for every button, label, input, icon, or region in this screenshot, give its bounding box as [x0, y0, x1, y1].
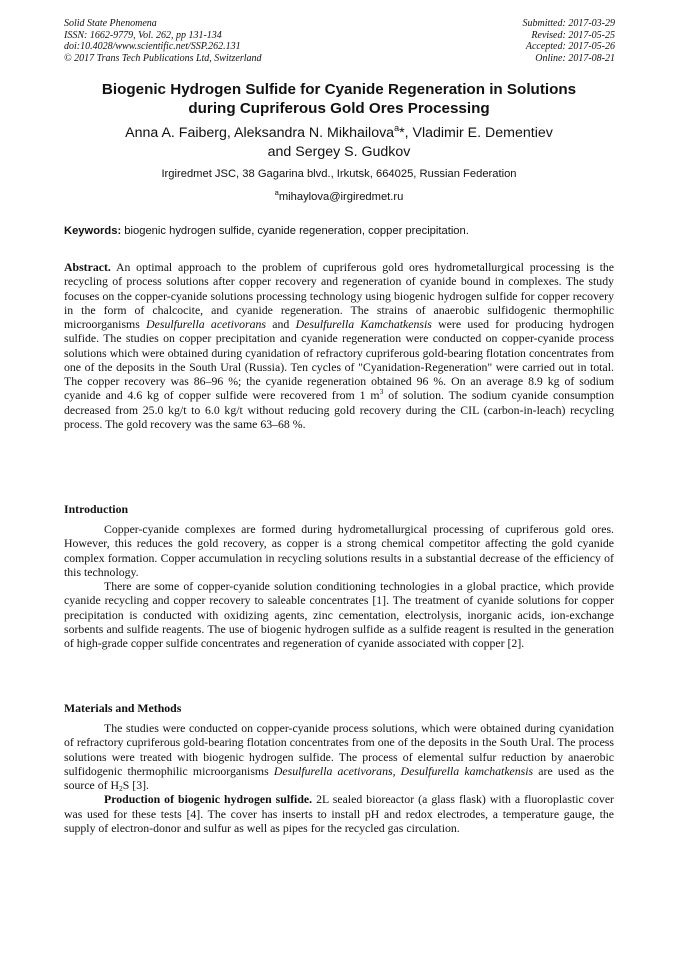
online-date: Online: 2017-08-21 — [535, 52, 615, 64]
journal-name: Solid State Phenomena — [64, 18, 157, 29]
keywords — [64, 224, 614, 238]
accepted-date: Accepted: 2017-05-26 — [525, 41, 615, 53]
revised-date: Revised: 2017-05-25 — [531, 29, 615, 41]
abstract: Abstract. An optimal approach to the problem of cupriferous gold ores hydrometallurgical processing is the recycling of process solutions after copper recovery and regeneration of cyanide bound in complexes. The study focuses on the copper-cyanide solutions processing technology using biogenic hydrogen sulfide for copper recovery in the form of chalcocite, and cyanide regeneration. The strains of anaerobic sulfidogenic thermophilic microorganisms Desulfurella acetivorans and Desulfurella Kamchatkensis were used for producing hydrogen sulfide. The studies on copper precipitation and cyanide regeneration were conducted on copper-cyanide process solutions which were obtained during cyanidation of refractory cupriferous gold-bearing flotation concentrates from one of the deposits in the South Ural (Russia). Ten cycles of "Cyanidation-Regeneration" were carried out in total. The copper recovery was 86–96 %; the cyanide regeneration obtained 96 %. On an average 8.9 kg of sodium cyanide and 4.6 kg of copper sulfide were recovered from 1 $m^3$ of solution. The sodium cyanide consumption decreased from 25.0 kg/t to 6.0 kg/t without reducing gold recovery during the CIL (carbon-in-leach) recycling process. The gold recovery was the same 63–68 %. — [64, 260, 615, 431]
methods-heading: Materials and Methods — [64, 701, 182, 715]
title-line-2: during Cupriferous Gold Ores Processing — [188, 100, 490, 117]
abstract-label: Abstract. — [64, 260, 111, 274]
author-line-2: and Sergey S. Gudkov — [267, 144, 411, 160]
keywords-label: Keywords: — [64, 225, 122, 237]
introduction-body — [64, 522, 614, 650]
paragraph: Production of biogenic hydrogen sulfide. 2L sealed bioreactor (a glass flask) with a fluoroplastic cover was used for these tests [4]. The cover has inserts to install pH and redox electrodes, a temperature gauge, the supply of electron-donor and sulfur as well as pipes for the recycled gas circulation. — [64, 792, 614, 835]
copyright-line: © 2017 Trans Tech Publications Ltd, Switzerland — [64, 52, 262, 64]
title-line-1: Biogenic Hydrogen Sulfide for Cyanide Regeneration in Solutions — [101, 81, 577, 98]
journal-header-right — [523, 18, 616, 64]
paragraph: The studies were conducted on copper-cyanide process solutions, which were obtained during cyanidation of refractory cupriferous gold-bearing flotation concentrates from one of the deposits in the South Ural. The process solutions were treated with biogenic hydrogen sulfide. The process of elemental sulfur reduction by anaerobic sulfidogenic thermophilic microorganisms Desulfurella acetivorans, Desulfurella kamchatkensis are used as the source of $H_2S$ [3]. — [64, 721, 615, 793]
paragraph: Copper-cyanide complexes are formed during hydrometallurgical processing of cupriferous gold ores. However, this reduces the gold recovery, as copper is a strong chemical competitor affecting the gold cyanide complex formation. Copper accumulation in recycling solutions results in a substantial decrease of the efficiency of this technology. — [64, 522, 614, 579]
paper-title — [64, 80, 614, 118]
corresponding-email: $^a$mihaylova@irgiredmet.ru — [274, 188, 404, 203]
journal-header-left — [64, 18, 262, 64]
doi-line: doi:10.4028/www.scientific.net/SSP.262.131 — [64, 41, 241, 53]
paragraph: There are some of copper-cyanide solution conditioning technologies in a global practice, which provide cyanide recycling and copper recovery to saleable concentrates [1]. The treatment of cyanide solutions for copper precipitation is conducted with oxidizing agents, zinc cementation, electrolysis, inorganic acids, ion-exchange sorbents and sulfide reagents. The use of biogenic hydrogen sulfide as a sulfide reagent is resulted in the generation of high-grade copper sulfide concentrates and regeneration of cyanide associated with copper [2]. — [64, 579, 614, 650]
keywords-text: biogenic hydrogen sulfide, cyanide regeneration, copper precipitation. — [121, 225, 469, 237]
author-line-1: Anna A. Faiberg, Aleksandra N. Mikhailova$^a$*, Vladimir E. Dementiev — [125, 123, 553, 141]
methods-body — [64, 721, 614, 835]
introduction-heading: Introduction — [64, 502, 129, 516]
author-list — [64, 124, 614, 162]
affiliation: Irgiredmet JSC, 38 Gagarina blvd., Irkutsk, 664025, Russian Federation — [161, 168, 517, 180]
issn-line: ISSN: 1662-9779, Vol. 262, pp 131-134 — [64, 29, 222, 41]
submitted-date: Submitted: 2017-03-29 — [522, 18, 615, 29]
